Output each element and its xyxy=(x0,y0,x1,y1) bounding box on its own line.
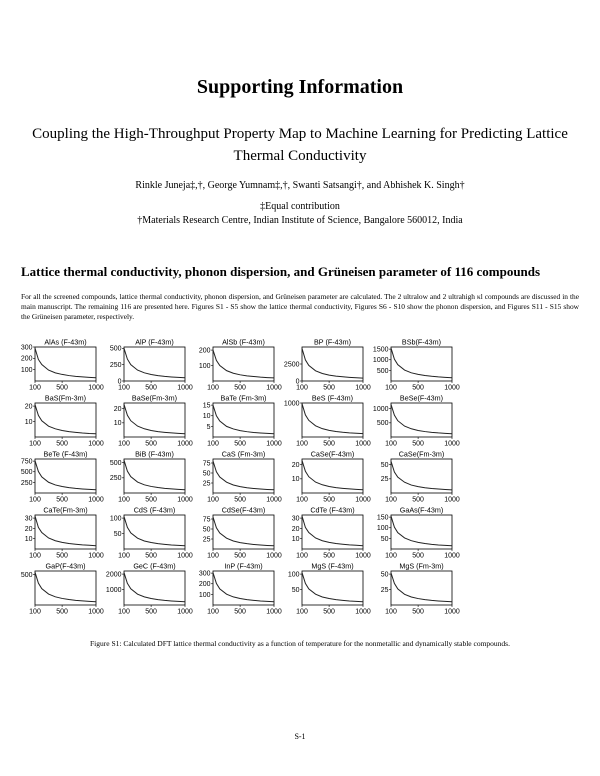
y-tick-label: 2500 xyxy=(283,361,300,369)
x-tick-label: 1000 xyxy=(444,496,460,504)
y-tick-label: 10 xyxy=(291,476,300,484)
panel-frame xyxy=(391,515,452,549)
panel-frame xyxy=(391,347,452,381)
kappa-curve xyxy=(213,461,274,490)
panel-title: BP (F-43m) xyxy=(313,337,352,347)
y-tick-label: 1000 xyxy=(283,400,300,408)
x-tick-label: 1000 xyxy=(266,552,282,560)
x-tick-label: 100 xyxy=(385,440,397,448)
kappa-curve xyxy=(124,460,185,490)
y-tick-label: 50 xyxy=(202,470,211,478)
panel-title: CaTe(Fm-3m) xyxy=(43,505,88,515)
y-tick-label: 75 xyxy=(202,516,211,524)
kappa-curve xyxy=(35,516,96,546)
x-tick-label: 500 xyxy=(412,608,424,616)
panel-frame xyxy=(213,459,274,493)
x-tick-label: 1000 xyxy=(444,552,460,560)
panel-frame xyxy=(35,347,96,381)
kappa-curve xyxy=(391,404,452,433)
panel-frame xyxy=(124,515,185,549)
y-tick-label: 200 xyxy=(20,355,33,363)
x-tick-label: 100 xyxy=(207,440,219,448)
y-tick-label: 500 xyxy=(109,460,122,468)
x-tick-label: 100 xyxy=(207,496,219,504)
x-tick-label: 1000 xyxy=(444,608,460,616)
panel-frame xyxy=(391,403,452,437)
x-tick-label: 500 xyxy=(323,440,335,448)
y-tick-label: 100 xyxy=(198,362,211,370)
x-tick-label: 100 xyxy=(29,384,41,392)
y-tick-label: 1000 xyxy=(105,586,122,594)
panel-title: AlSb (F-43m) xyxy=(222,337,265,347)
y-tick-label: 500 xyxy=(20,572,33,580)
x-tick-label: 500 xyxy=(412,552,424,560)
figure-caption: Figure S1: Calculated DFT lattice thermal conductivity as a function of temperature for the nonmetallic and dynamically stable compounds. xyxy=(90,639,510,648)
x-tick-label: 100 xyxy=(118,608,130,616)
x-tick-label: 100 xyxy=(385,552,397,560)
x-tick-label: 1000 xyxy=(444,384,460,392)
y-tick-label: 100 xyxy=(198,591,211,599)
kappa-curve xyxy=(35,405,96,434)
x-tick-label: 500 xyxy=(323,552,335,560)
y-tick-label: 10 xyxy=(24,536,33,544)
panel-frame xyxy=(124,347,185,381)
x-tick-label: 500 xyxy=(56,384,68,392)
y-tick-label: 100 xyxy=(109,515,122,523)
page-number: S-1 xyxy=(294,732,306,741)
x-tick-label: 100 xyxy=(296,440,308,448)
panel-title: BeTe (F-43m) xyxy=(43,449,88,459)
y-tick-label: 10 xyxy=(113,420,122,428)
kappa-curve xyxy=(124,404,185,433)
x-tick-label: 500 xyxy=(145,552,157,560)
y-tick-label: 30 xyxy=(24,515,33,523)
x-tick-label: 500 xyxy=(56,552,68,560)
panel-title: AlAs (F-43m) xyxy=(44,337,87,347)
x-tick-label: 500 xyxy=(412,440,424,448)
kappa-curve xyxy=(391,516,452,546)
panel-frame xyxy=(35,571,96,605)
x-tick-label: 1000 xyxy=(177,496,193,504)
panel-frame xyxy=(35,515,96,549)
page-title: Supporting Information xyxy=(196,76,404,98)
x-tick-label: 100 xyxy=(118,496,130,504)
y-tick-label: 100 xyxy=(20,367,33,375)
x-tick-label: 100 xyxy=(385,608,397,616)
kappa-curve xyxy=(35,348,96,378)
kappa-curve xyxy=(213,405,274,434)
panel-frame xyxy=(213,571,274,605)
kappa-curve xyxy=(302,573,363,602)
panel-frame xyxy=(213,515,274,549)
kappa-curve xyxy=(124,573,185,602)
x-tick-label: 100 xyxy=(207,384,219,392)
x-tick-label: 1000 xyxy=(88,608,104,616)
kappa-curve xyxy=(213,573,274,602)
y-tick-label: 20 xyxy=(24,525,33,533)
y-tick-label: 25 xyxy=(380,476,389,484)
x-tick-label: 500 xyxy=(323,496,335,504)
y-tick-label: 100 xyxy=(376,525,389,533)
y-tick-label: 20 xyxy=(113,406,122,414)
x-tick-label: 100 xyxy=(118,384,130,392)
panel-frame xyxy=(35,403,96,437)
x-tick-label: 1000 xyxy=(266,384,282,392)
panel-frame xyxy=(302,515,363,549)
x-tick-label: 500 xyxy=(323,608,335,616)
y-tick-label: 250 xyxy=(109,475,122,483)
panel-frame xyxy=(391,459,452,493)
x-tick-label: 100 xyxy=(385,384,397,392)
y-tick-label: 500 xyxy=(20,469,33,477)
y-tick-label: 1000 xyxy=(372,406,389,414)
panel-title: MgS (F-43m) xyxy=(311,561,354,571)
panel-frame xyxy=(302,459,363,493)
x-tick-label: 1000 xyxy=(88,384,104,392)
x-tick-label: 500 xyxy=(145,608,157,616)
panel-title: BeS (F-43m) xyxy=(311,393,354,403)
x-tick-label: 100 xyxy=(207,608,219,616)
y-tick-label: 50 xyxy=(202,526,211,534)
x-tick-label: 1000 xyxy=(177,440,193,448)
x-tick-label: 100 xyxy=(29,496,41,504)
panel-title: BSb(F-43m) xyxy=(401,337,442,347)
panel-title: CdS (F-43m) xyxy=(133,505,176,515)
y-tick-label: 0 xyxy=(295,378,300,386)
y-tick-label: 300 xyxy=(20,344,33,352)
panel-title: GaP(F-43m) xyxy=(45,561,86,571)
paper-subtitle: Coupling the High-Throughput Property Map to Machine Learning for Predicting Lattice Thermal Conductivity xyxy=(32,126,568,164)
x-tick-label: 500 xyxy=(145,496,157,504)
panel-title: CaSe(F-43m) xyxy=(310,449,355,459)
y-tick-label: 1500 xyxy=(372,346,389,354)
panel-title: GeC (F-43m) xyxy=(133,561,176,571)
x-tick-label: 1000 xyxy=(355,608,371,616)
kappa-curve xyxy=(302,404,363,434)
y-tick-label: 500 xyxy=(376,420,389,428)
author-list: Rinkle Juneja‡,†, George Yumnam‡,†, Swanti Satsangi†, and Abhishek K. Singh† xyxy=(135,180,465,191)
x-tick-label: 100 xyxy=(29,552,41,560)
kappa-curve xyxy=(391,573,452,602)
panel-frame xyxy=(391,571,452,605)
y-tick-label: 250 xyxy=(109,362,122,370)
kappa-curve xyxy=(391,348,452,378)
y-tick-label: 10 xyxy=(291,536,300,544)
x-tick-label: 100 xyxy=(207,552,219,560)
kappa-curve xyxy=(213,350,274,378)
y-tick-label: 20 xyxy=(24,403,33,411)
affiliation: †Materials Research Centre, Indian Institute of Science, Bangalore 560012, India xyxy=(137,215,463,226)
y-tick-label: 500 xyxy=(109,345,122,353)
y-tick-label: 500 xyxy=(376,367,389,375)
x-tick-label: 100 xyxy=(296,496,308,504)
x-tick-label: 1000 xyxy=(177,384,193,392)
kappa-curve xyxy=(124,517,185,546)
x-tick-label: 500 xyxy=(56,440,68,448)
x-tick-label: 500 xyxy=(234,496,246,504)
x-tick-label: 500 xyxy=(145,384,157,392)
y-tick-label: 50 xyxy=(113,530,122,538)
kappa-curve xyxy=(124,348,185,377)
y-tick-label: 250 xyxy=(20,479,33,487)
panel-frame xyxy=(213,403,274,437)
x-tick-label: 500 xyxy=(234,552,246,560)
panel-frame xyxy=(302,403,363,437)
x-tick-label: 500 xyxy=(56,496,68,504)
panel-frame xyxy=(124,403,185,437)
x-tick-label: 100 xyxy=(296,552,308,560)
kappa-curve xyxy=(35,572,96,602)
y-tick-label: 10 xyxy=(202,413,211,421)
panel-title: BaTe (Fm-3m) xyxy=(220,393,267,403)
y-tick-label: 5 xyxy=(206,423,211,431)
x-tick-label: 1000 xyxy=(266,496,282,504)
y-tick-label: 50 xyxy=(380,462,389,470)
x-tick-label: 500 xyxy=(234,440,246,448)
x-tick-label: 1000 xyxy=(88,496,104,504)
y-tick-label: 30 xyxy=(291,515,300,523)
panel-title: AlP (F-43m) xyxy=(135,337,174,347)
panel-title: CdTe (F-43m) xyxy=(310,505,355,515)
y-tick-label: 20 xyxy=(291,525,300,533)
panel-title: BeSe(F-43m) xyxy=(399,393,444,403)
panel-title: BiB (F-43m) xyxy=(135,449,174,459)
x-tick-label: 1000 xyxy=(266,608,282,616)
panel-frame xyxy=(213,347,274,381)
panel-title: CaSe(Fm-3m) xyxy=(398,449,445,459)
kappa-curve xyxy=(302,348,363,378)
panel-frame xyxy=(124,459,185,493)
y-tick-label: 10 xyxy=(24,418,33,426)
y-tick-label: 2000 xyxy=(105,571,122,579)
x-tick-label: 500 xyxy=(234,608,246,616)
x-tick-label: 500 xyxy=(234,384,246,392)
panel-title: MgS (Fm-3m) xyxy=(399,561,444,571)
y-tick-label: 15 xyxy=(202,402,211,410)
panel-frame xyxy=(124,571,185,605)
x-tick-label: 100 xyxy=(296,608,308,616)
kappa-curve xyxy=(35,461,96,490)
x-tick-label: 500 xyxy=(323,384,335,392)
x-tick-label: 100 xyxy=(29,608,41,616)
panel-title: CdSe(F-43m) xyxy=(221,505,266,515)
panel-title: BaSe(Fm-3m) xyxy=(131,393,178,403)
y-tick-label: 25 xyxy=(202,480,211,488)
x-tick-label: 100 xyxy=(29,440,41,448)
y-tick-label: 50 xyxy=(380,571,389,579)
x-tick-label: 500 xyxy=(145,440,157,448)
kappa-curve xyxy=(302,460,363,489)
y-tick-label: 100 xyxy=(287,571,300,579)
kappa-curve xyxy=(213,517,274,546)
panel-title: CaS (Fm-3m) xyxy=(221,449,266,459)
section-paragraph: For all the screened compounds, lattice thermal conductivity, phonon dispersion, and Grüneisen parameter are calculated. The 2 ultralow and 2 ultrahigh κl compounds are discussed in the main manuscript. The remaining 116 are presented here. Figures S1 - S5 show the lattice thermal conductivity, Figures S6 - S10 show the phonon dispersion, and Figures S11 - S15 show the Grüneisen parameter, respectively. xyxy=(21,292,579,321)
y-tick-label: 25 xyxy=(202,536,211,544)
x-tick-label: 500 xyxy=(412,384,424,392)
kappa-curve xyxy=(391,461,452,490)
y-tick-label: 75 xyxy=(202,460,211,468)
x-tick-label: 500 xyxy=(412,496,424,504)
y-tick-label: 150 xyxy=(376,514,389,522)
x-tick-label: 100 xyxy=(118,552,130,560)
equal-contribution-note: ‡Equal contribution xyxy=(260,201,340,212)
x-tick-label: 1000 xyxy=(355,440,371,448)
y-tick-label: 50 xyxy=(380,535,389,543)
kappa-curve xyxy=(302,516,363,546)
x-tick-label: 1000 xyxy=(355,496,371,504)
y-tick-label: 1000 xyxy=(372,357,389,365)
x-tick-label: 1000 xyxy=(88,440,104,448)
x-tick-label: 1000 xyxy=(266,440,282,448)
y-tick-label: 20 xyxy=(291,462,300,470)
y-tick-label: 50 xyxy=(291,586,300,594)
x-tick-label: 1000 xyxy=(355,384,371,392)
panel-title: GaAs(F-43m) xyxy=(399,505,444,515)
x-tick-label: 1000 xyxy=(444,440,460,448)
x-tick-label: 100 xyxy=(118,440,130,448)
x-tick-label: 1000 xyxy=(177,552,193,560)
x-tick-label: 500 xyxy=(56,608,68,616)
x-tick-label: 100 xyxy=(385,496,397,504)
y-tick-label: 200 xyxy=(198,581,211,589)
x-tick-label: 100 xyxy=(296,384,308,392)
section-heading: Lattice thermal conductivity, phonon dispersion, and Grüneisen parameter of 116 compounds xyxy=(21,264,541,279)
x-tick-label: 1000 xyxy=(177,608,193,616)
y-tick-label: 0 xyxy=(117,378,122,386)
y-tick-label: 750 xyxy=(20,458,33,466)
x-tick-label: 1000 xyxy=(88,552,104,560)
panel-title: InP (F-43m) xyxy=(224,561,263,571)
x-tick-label: 1000 xyxy=(355,552,371,560)
panel-frame xyxy=(35,459,96,493)
y-tick-label: 200 xyxy=(198,347,211,355)
y-tick-label: 25 xyxy=(380,586,389,594)
panel-title: BaS(Fm-3m) xyxy=(44,393,87,403)
panel-frame xyxy=(302,571,363,605)
y-tick-label: 300 xyxy=(198,570,211,578)
